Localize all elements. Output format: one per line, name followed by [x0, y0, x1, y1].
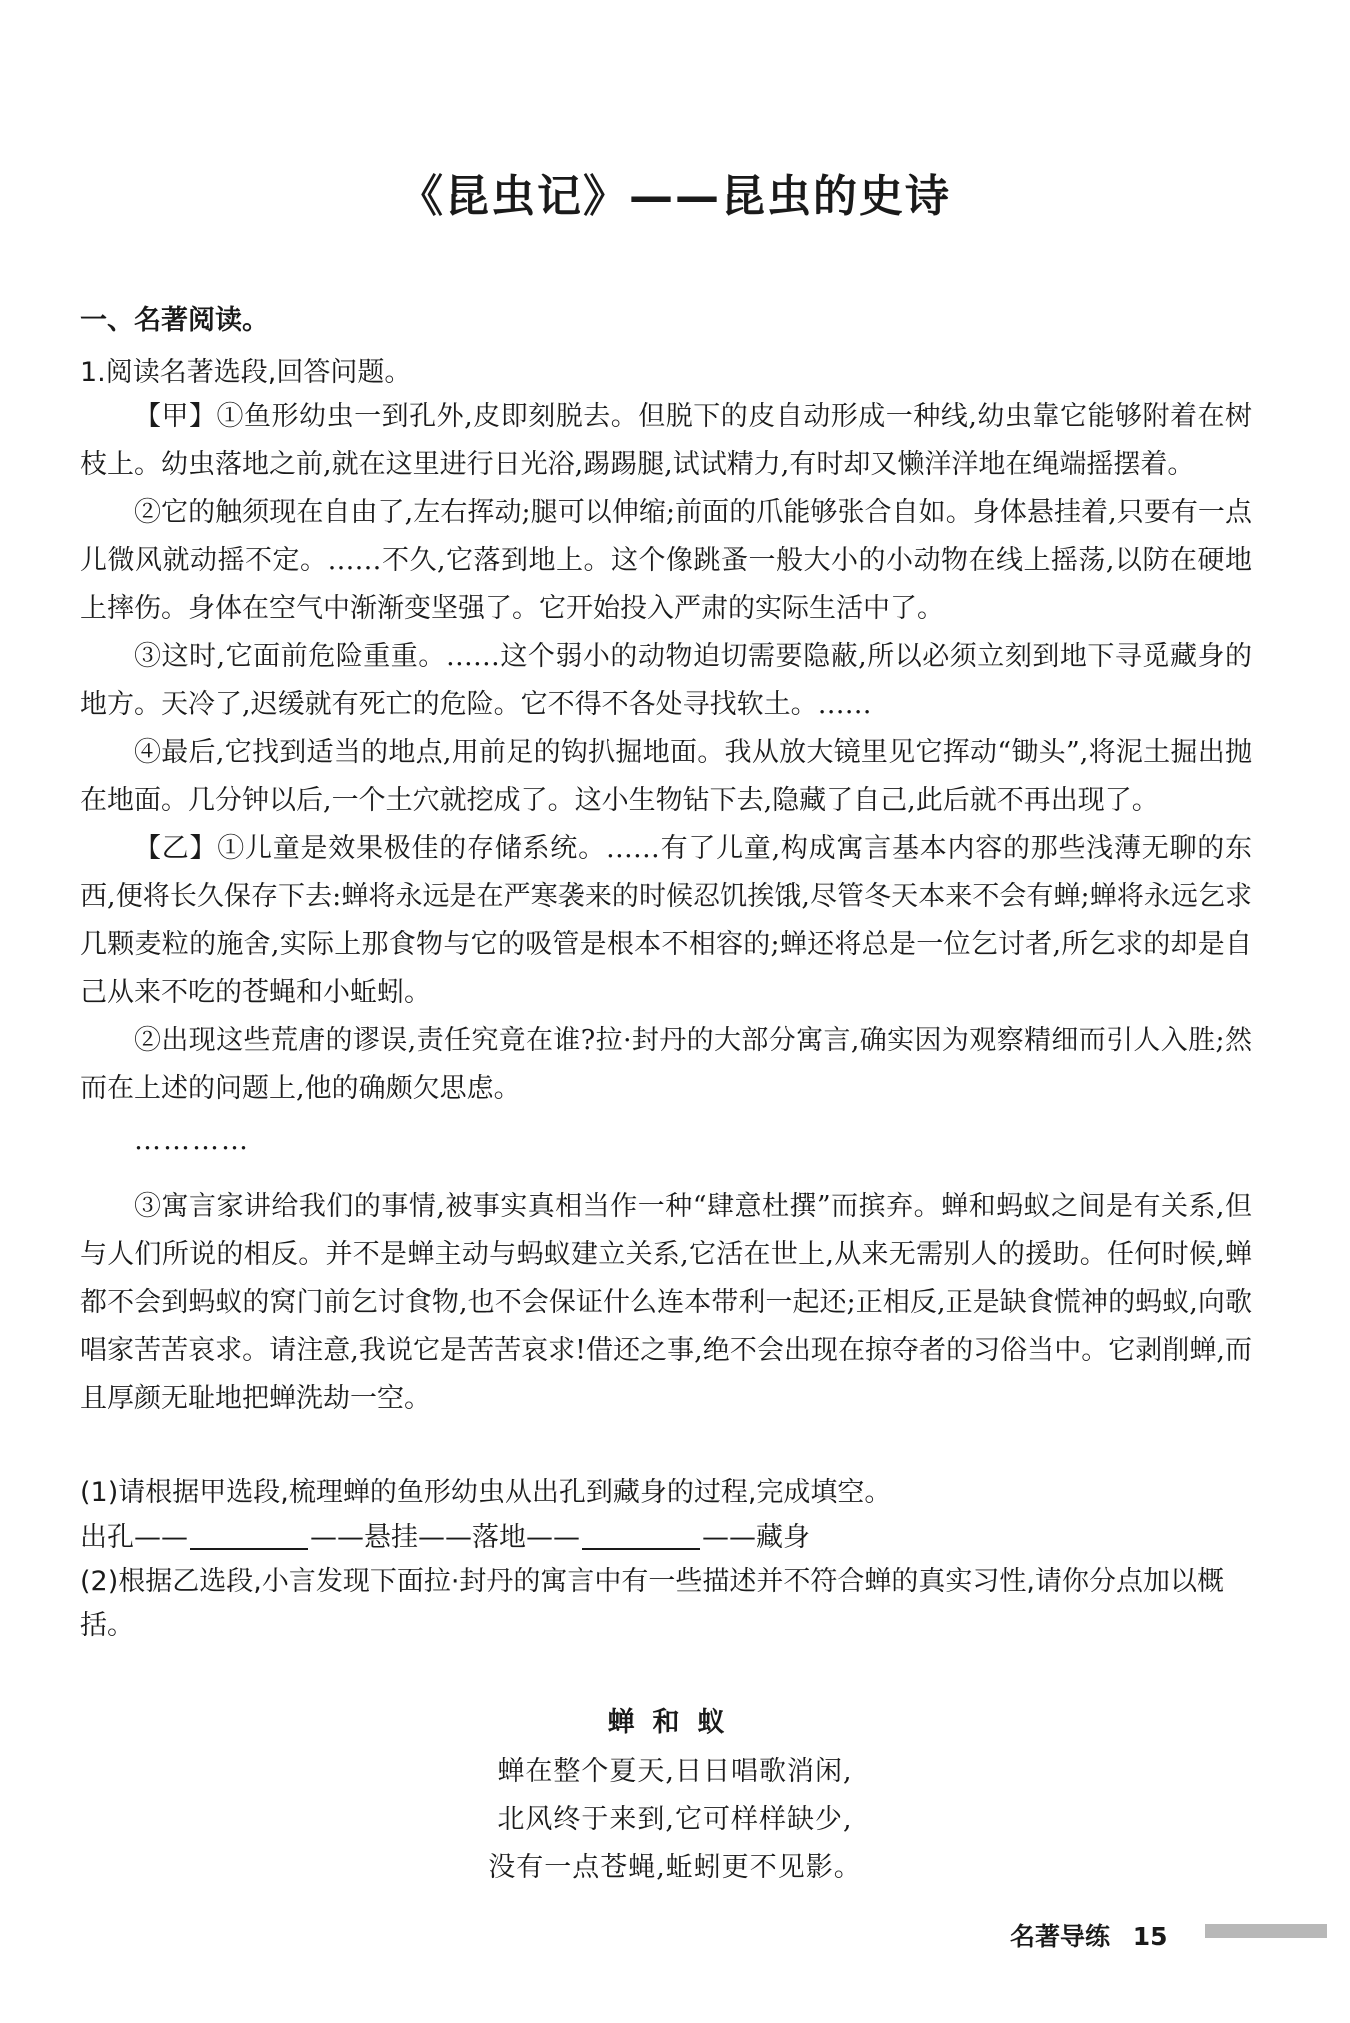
passage-paragraph: 【甲】①鱼形幼虫一到孔外,皮即刻脱去。但脱下的皮自动形成一种线,幼虫靠它能够附着在树枝上。幼虫落地之前,就在这里进行日光浴,踢踢腿,试试精力,有时却又懒洋洋地在绳端摇摆着。	[80, 401, 1252, 480]
fill-in-sequence	[80, 1515, 1252, 1554]
sequence-start: 出孔——	[80, 1522, 188, 1553]
omission-ellipsis: …………	[134, 1125, 250, 1156]
page-footer	[1010, 1917, 1168, 1953]
passage-paragraph: 【乙】①儿童是效果极佳的存储系统。……有了儿童,构成寓言基本内容的那些浅薄无聊的东西,便将长久保存下去:蝉将永远是在严寒袭来的时候忍饥挨饿,尽管冬天本来不会有蝉;蝉将永远乞求几颗麦粒的施舍,实际上那食物与它的吸管是根本不相容的;蝉还将总是一位乞讨者,所乞求的却是自己从来不吃的苍蝇和小蚯蚓。	[80, 833, 1252, 1008]
passage-paragraph: ③寓言家讲给我们的事情,被事实真相当作一种“肆意杜撰”而摈弃。蝉和蚂蚁之间是有关系,但与人们所说的相反。并不是蝉主动与蚂蚁建立关系,它活在世上,从来无需别人的援助。任何时候,蝉都不会到蚂蚁的窝门前乞讨食物,也不会保证什么连本带利一起还;正相反,正是缺食慌神的蚂蚁,向歌唱家苦苦哀求。请注意,我说它是苦苦哀求!借还之事,绝不会出现在掠夺者的习俗当中。它剥削蝉,而且厚颜无耻地把蝉洗劫一空。	[80, 1191, 1252, 1414]
sequence-middle: ——悬挂——落地——	[310, 1522, 580, 1553]
passage-paragraph: ③这时,它面前危险重重。……这个弱小的动物迫切需要隐蔽,所以必须立刻到地下寻觅藏身的地方。天冷了,迟缓就有死亡的危险。它不得不各处寻找软土。……	[80, 641, 1252, 720]
footer-decorative-bar	[1205, 1924, 1327, 1938]
poem-title: 蝉和蚁	[607, 1707, 743, 1738]
passage-paragraph: ②它的触须现在自由了,左右挥动;腿可以伸缩;前面的爪能够张合自如。身体悬挂着,只要有一点儿微风就动摇不定。……不久,它落到地上。这个像跳蚤一般大小的小动物在线上摇荡,以防在硬地上摔伤。身体在空气中渐渐变坚强了。它开始投入严肃的实际生活中了。	[80, 497, 1252, 624]
page-title: 《昆虫记》——昆虫的史诗	[399, 171, 951, 222]
sub-question-2: (2)根据乙选段,小言发现下面拉·封丹的寓言中有一些描述并不符合蝉的真实习性,请你分点加以概括。	[80, 1566, 1224, 1641]
section-heading: 一、名著阅读。	[80, 305, 269, 336]
poem-line: 蝉在整个夏天,日日唱歌消闲,	[497, 1756, 853, 1787]
passage-paragraph: ④最后,它找到适当的地点,用前足的钩扒掘地面。我从放大镜里见它挥动“锄头”,将泥土掘出抛在地面。几分钟以后,一个土穴就挖成了。这小生物钻下去,隐藏了自己,此后就不再出现了。	[80, 737, 1252, 816]
answer-blank-2[interactable]	[582, 1522, 700, 1550]
poem-body	[0, 1748, 1350, 1892]
poem-line: 北风终于来到,它可样样缺少,	[497, 1804, 853, 1835]
sub-question-1: (1)请根据甲选段,梳理蝉的鱼形幼虫从出孔到藏身的过程,完成填空。	[80, 1477, 892, 1508]
answer-blank-1[interactable]	[190, 1522, 308, 1550]
reading-passages	[80, 393, 1252, 1423]
question-stem: 1.阅读名著选段,回答问题。	[80, 357, 412, 388]
poem-line: 没有一点苍蝇,蚯蚓更不见影。	[488, 1852, 862, 1883]
sequence-end: ——藏身	[702, 1522, 810, 1553]
passage-paragraph: ②出现这些荒唐的谬误,责任究竟在谁?拉·封丹的大部分寓言,确实因为观察精细而引人入胜;然而在上述的问题上,他的确颇欠思虑。	[80, 1025, 1252, 1104]
footer-label: 名著导练	[1010, 1922, 1111, 1951]
page-number: 15	[1132, 1922, 1168, 1951]
